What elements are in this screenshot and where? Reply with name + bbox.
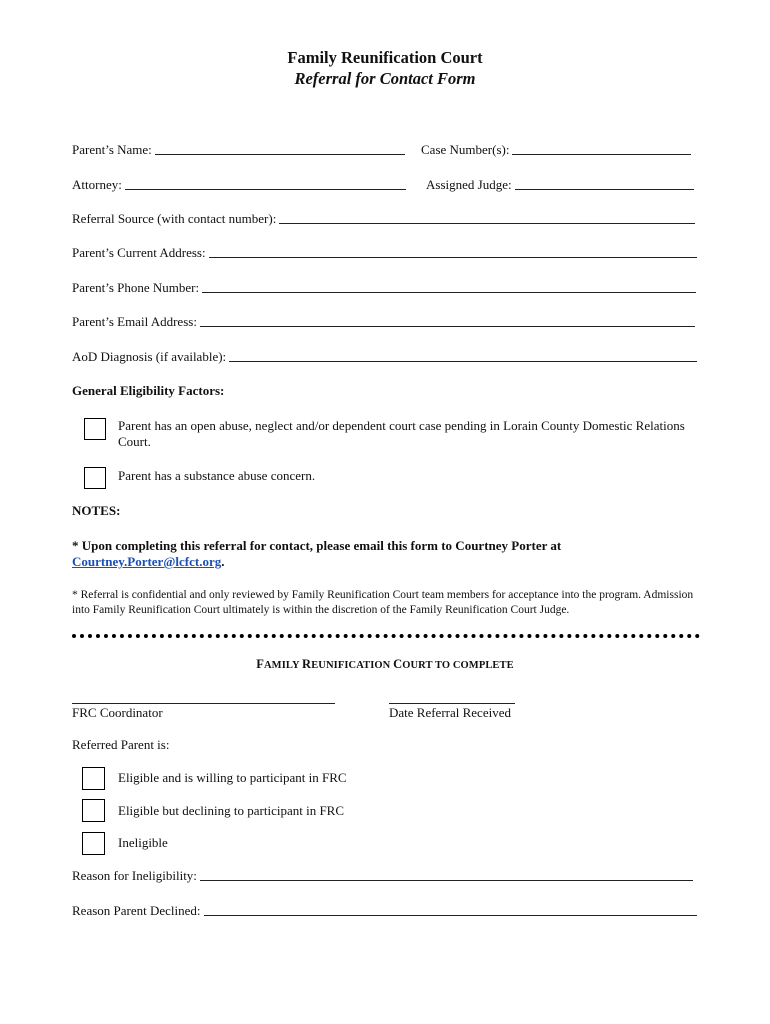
referral-source-field[interactable] <box>72 211 695 227</box>
aod-diagnosis-line[interactable] <box>229 360 697 362</box>
aod-diagnosis-label: AoD Diagnosis (if available): <box>72 349 227 364</box>
option-checkbox-ineligible[interactable] <box>82 832 105 855</box>
option-eligible-willing: Eligible and is willing to participant in FRC <box>118 770 347 785</box>
option-checkbox-eligible-willing[interactable] <box>82 767 105 790</box>
email-address-label: Parent’s Email Address: <box>72 314 197 329</box>
current-address-line[interactable] <box>209 256 697 258</box>
reason-ineligibility-line[interactable] <box>200 879 693 881</box>
phone-number-line[interactable] <box>202 291 696 293</box>
email-address-field[interactable] <box>72 314 695 330</box>
notes-heading: NOTES: <box>72 503 121 518</box>
option-eligible-declining: Eligible but declining to participant in FRC <box>118 803 345 818</box>
parent-name-label: Parent’s Name: <box>72 142 152 157</box>
reason-declined-field[interactable] <box>72 903 697 919</box>
form-title: Family Reunification Court <box>287 48 483 67</box>
referral-source-line[interactable] <box>279 222 695 224</box>
current-address-field[interactable] <box>72 245 697 261</box>
attorney-line[interactable] <box>125 188 406 190</box>
aod-diagnosis-field[interactable] <box>72 349 697 365</box>
notes-confidential: * Referral is confidential and only reviewed by Family Reunification Court team members for acceptance into the program. Admission into Family Reunification Court ultimately is within the discretion of the Family Reunification Court Judge. <box>72 589 694 616</box>
eligibility-checkbox-court-case[interactable] <box>84 418 106 440</box>
email-link[interactable]: Courtney.Porter@lcfct.org <box>72 554 222 569</box>
parent-name-field[interactable] <box>72 142 405 158</box>
option-checkbox-eligible-declining[interactable] <box>82 799 105 822</box>
assigned-judge-line[interactable] <box>515 188 694 190</box>
current-address-label: Parent’s Current Address: <box>72 245 206 260</box>
case-number-label: Case Number(s): <box>421 142 510 157</box>
attorney-field[interactable] <box>72 177 406 193</box>
date-received-line[interactable] <box>389 703 515 704</box>
referred-parent-label: Referred Parent is: <box>72 737 170 752</box>
reason-ineligibility-label: Reason for Ineligibility: <box>72 868 197 883</box>
notes-email-line <box>72 554 225 570</box>
eligibility-checkbox-substance[interactable] <box>84 467 106 489</box>
frc-coordinator-label: FRC Coordinator <box>72 705 163 720</box>
eligibility-item-court-case: Parent has an open abuse, neglect and/or dependent court case pending in Lorain County Domestic Relations Court. <box>118 418 685 449</box>
parent-name-line[interactable] <box>155 153 405 155</box>
form-subtitle: Referral for Contact Form <box>294 69 476 88</box>
section-divider <box>72 634 700 638</box>
option-ineligible: Ineligible <box>118 835 168 850</box>
case-number-line[interactable] <box>512 153 691 155</box>
assigned-judge-label: Assigned Judge: <box>426 177 512 192</box>
reason-declined-label: Reason Parent Declined: <box>72 903 201 918</box>
email-trailing: . <box>221 554 225 569</box>
eligibility-item-substance: Parent has a substance abuse concern. <box>118 468 316 483</box>
attorney-label: Attorney: <box>72 177 122 192</box>
phone-number-field[interactable] <box>72 280 696 296</box>
reason-declined-line[interactable] <box>204 914 697 916</box>
frc-section-heading: FAMILY REUNIFICATION COURT TO COMPLETE <box>256 657 514 671</box>
reason-ineligibility-field[interactable] <box>72 868 693 884</box>
date-received-label: Date Referral Received <box>389 705 511 720</box>
case-number-field[interactable] <box>421 142 691 158</box>
eligibility-heading: General Eligibility Factors: <box>72 383 225 398</box>
notes-instruction: * Upon completing this referral for contact, please email this form to Courtney Porter at <box>72 538 562 553</box>
referral-source-label: Referral Source (with contact number): <box>72 211 277 226</box>
email-address-line[interactable] <box>200 325 695 327</box>
phone-number-label: Parent’s Phone Number: <box>72 280 200 295</box>
frc-coordinator-signature-line[interactable] <box>72 703 335 704</box>
assigned-judge-field[interactable] <box>426 177 694 193</box>
